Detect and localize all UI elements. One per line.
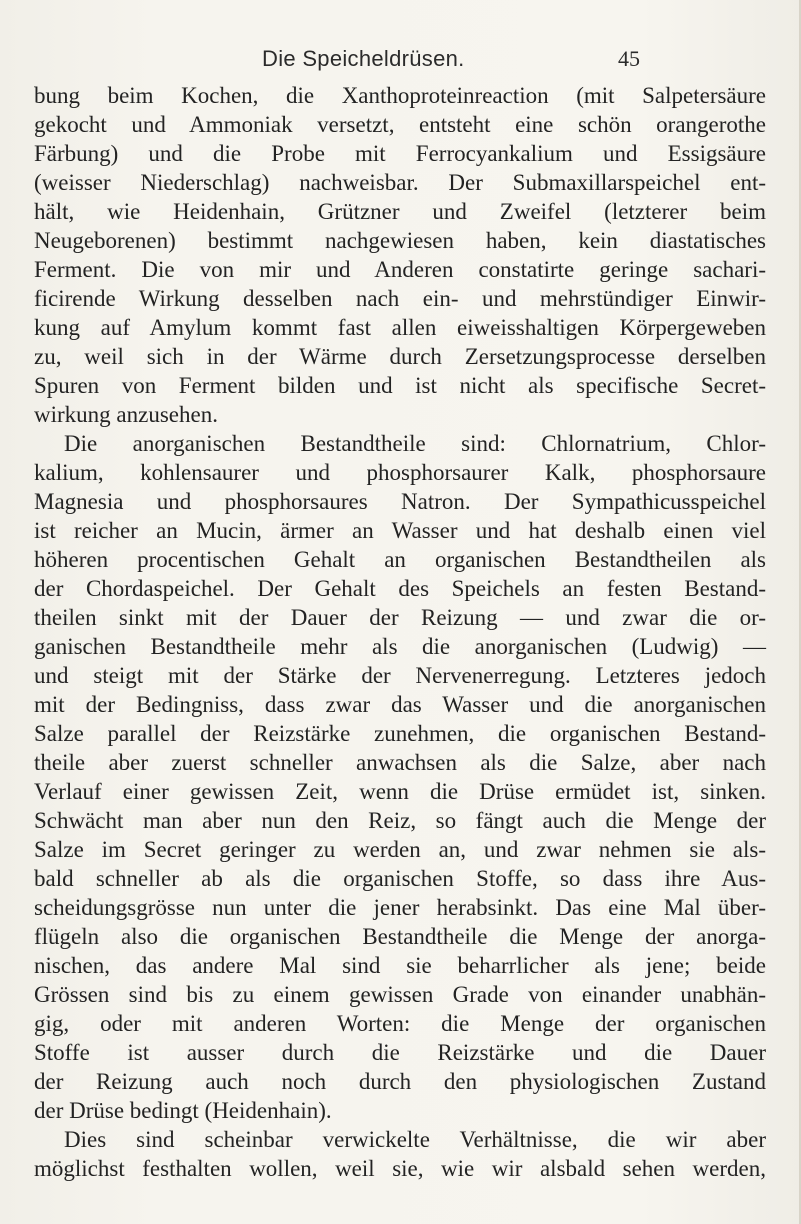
text-line: gig, oder mit anderen Worten: die Menge der organischen <box>34 1011 766 1036</box>
text-line: und steigt mit der Stärke der Nervenerregung. Letzteres jedoch <box>34 663 766 688</box>
text-line: ganischen Bestandtheile mehr als die anorganischen (Ludwig) — <box>34 634 766 659</box>
text-line: ficirende Wirkung desselben nach ein- und mehrstündiger Einwir- <box>34 286 766 311</box>
text-line: zu, weil sich in der Wärme durch Zersetzungsprocesse derselben <box>34 344 766 369</box>
text-line: ist reicher an Mucin, ärmer an Wasser und hat deshalb einen viel <box>34 518 766 543</box>
page-number: 45 <box>618 46 640 71</box>
paragraph-start-line: Dies sind scheinbar verwickelte Verhältnisse, die wir aber <box>64 1127 766 1152</box>
text-line: Stoffe ist ausser durch die Reizstärke und die Dauer <box>34 1040 766 1065</box>
text-line: kung auf Amylum kommt fast allen eiweisshaltigen Körpergeweben <box>34 315 766 340</box>
text-line: Ferment. Die von mir und Anderen constatirte geringe sachari- <box>34 257 766 282</box>
text-line: Schwächt man aber nun den Reiz, so fängt auch die Menge der <box>34 808 766 833</box>
text-line: Grössen sind bis zu einem gewissen Grade von einander unabhän- <box>34 982 766 1007</box>
text-line: möglichst festhalten wollen, weil sie, wie wir alsbald sehen werden, <box>34 1156 766 1181</box>
text-line: Neugeborenen) bestimmt nachgewiesen haben, kein diastatisches <box>34 228 766 253</box>
text-line: theilen sinkt mit der Dauer der Reizung — und zwar die or- <box>34 605 766 630</box>
text-line: scheidungsgrösse nun unter die jener herabsinkt. Das eine Mal über- <box>34 895 766 920</box>
text-line: der Reizung auch noch durch den physiologischen Zustand <box>34 1069 766 1094</box>
text-line: Spuren von Ferment bilden und ist nicht als specifische Secret- <box>34 373 766 398</box>
text-line: hält, wie Heidenhain, Grützner und Zweifel (letzterer beim <box>34 199 766 224</box>
text-line: theile aber zuerst schneller anwachsen als die Salze, aber nach <box>34 750 766 775</box>
text-line: der Chordaspeichel. Der Gehalt des Speichels an festen Bestand- <box>34 576 766 601</box>
text-line: bung beim Kochen, die Xanthoproteinreaction (mit Salpetersäure <box>34 83 766 108</box>
text-line: nischen, das andere Mal sind sie beharrlicher als jene; beide <box>34 953 766 978</box>
text-line: Färbung) und die Probe mit Ferrocyankalium und Essigsäure <box>34 141 766 166</box>
text-line: kalium, kohlensaurer und phosphorsaurer Kalk, phosphorsaure <box>34 460 766 485</box>
paragraph-start-line: Die anorganischen Bestandtheile sind: Chlornatrium, Chlor- <box>64 431 766 456</box>
text-line: der Drüse bedingt (Heidenhain). <box>34 1098 332 1123</box>
running-head: Die Speicheldrüsen. <box>262 46 465 71</box>
text-line: bald schneller ab als die organischen Stoffe, so dass ihre Aus- <box>34 866 766 891</box>
text-line: gekocht und Ammoniak versetzt, entsteht eine schön orangerothe <box>34 112 766 137</box>
text-line: mit der Bedingniss, dass zwar das Wasser und die anorganischen <box>34 692 766 717</box>
text-line: Salze im Secret geringer zu werden an, und zwar nehmen sie als- <box>34 837 766 862</box>
text-line: flügeln also die organischen Bestandtheile die Menge der anorga- <box>34 924 766 949</box>
text-line: Verlauf einer gewissen Zeit, wenn die Drüse ermüdet ist, sinken. <box>34 779 766 804</box>
text-line: wirkung anzusehen. <box>34 402 218 427</box>
text-line: Salze parallel der Reizstärke zunehmen, die organischen Bestand- <box>34 721 766 746</box>
text-line: (weisser Niederschlag) nachweisbar. Der Submaxillarspeichel ent- <box>34 170 766 195</box>
page-header <box>0 46 801 76</box>
text-line: höheren procentischen Gehalt an organischen Bestandtheilen als <box>34 547 766 572</box>
text-line: Magnesia und phosphorsaures Natron. Der Sympathicusspeichel <box>34 489 766 514</box>
body-text <box>34 81 766 1183</box>
